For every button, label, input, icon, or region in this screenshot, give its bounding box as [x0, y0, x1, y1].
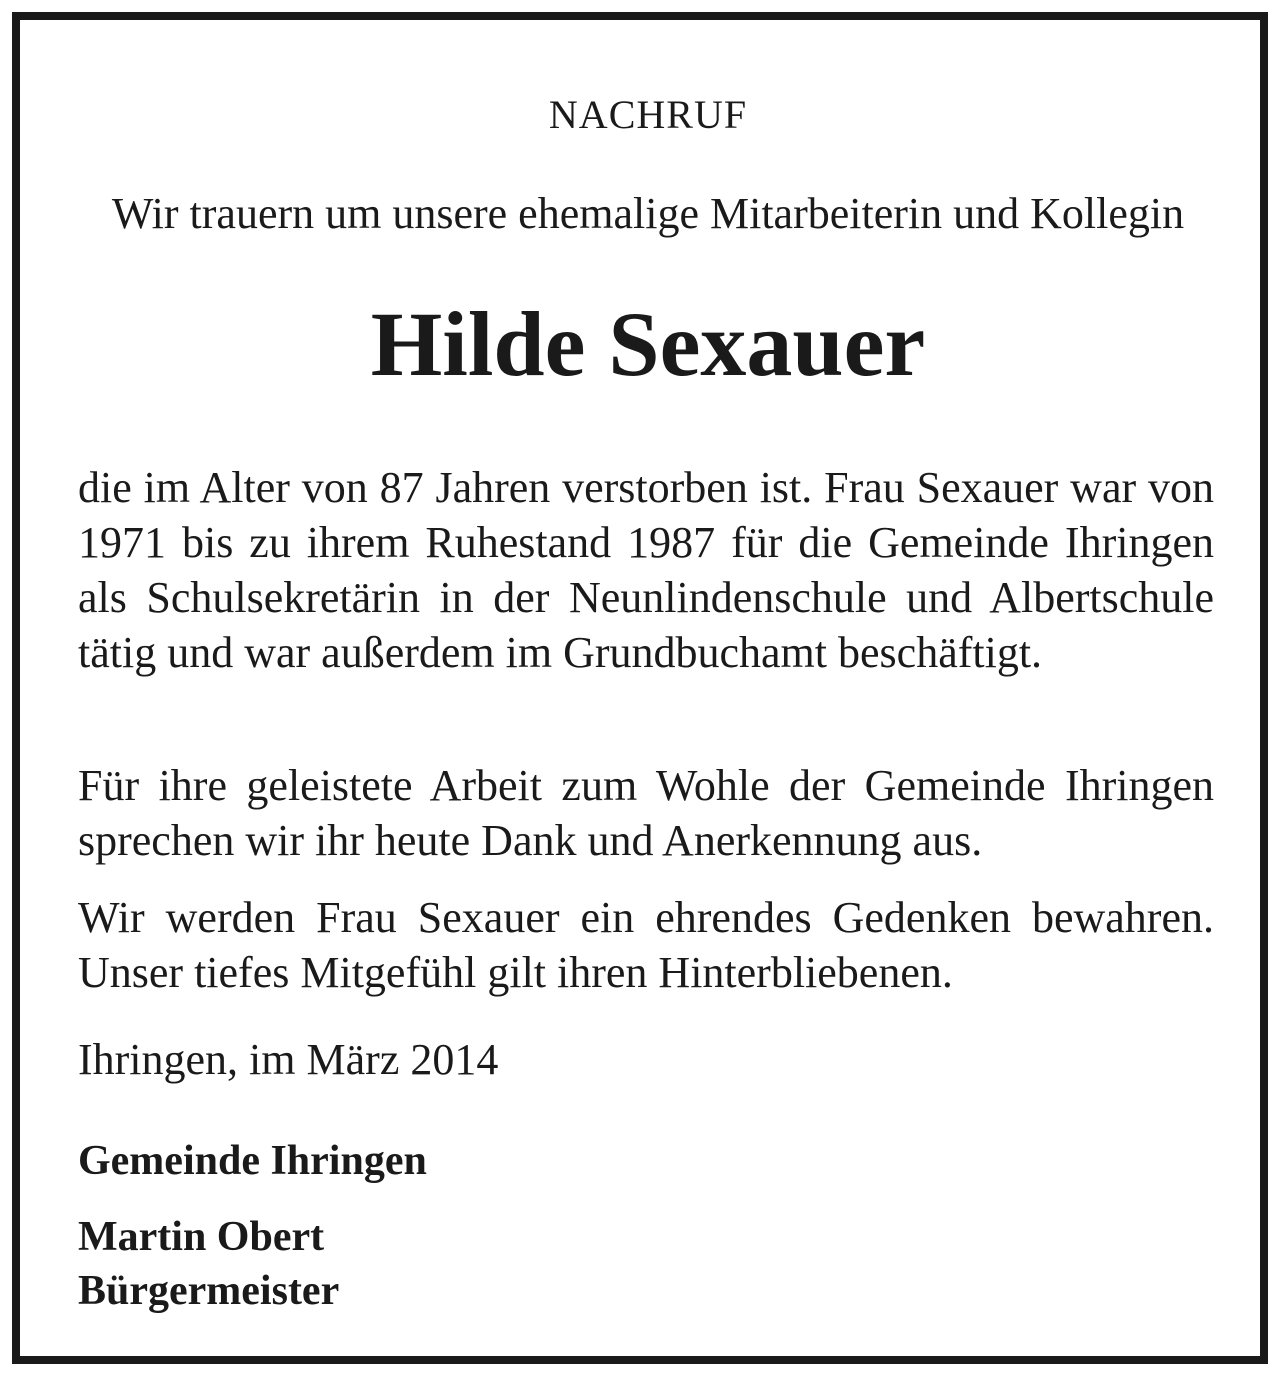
biography-paragraph: die im Alter von 87 Jahren verstorben ist. Frau Sexauer war von 1971 bis zu ihrem Ruhestand 1987 für die Gemeinde Ihringen als Schulsekretärin in der Neunlindenschule und Albertschule tätig und war außerdem im Grundbuchamt beschäftigt.: [78, 463, 1214, 677]
gratitude-paragraph: Für ihre geleistete Arbeit zum Wohle der Gemeinde Ihringen sprechen wir ihr heute Dank und Anerkennung aus.: [78, 761, 1214, 865]
signature-organization: Gemeinde Ihringen: [78, 1138, 427, 1184]
signature-title: Bürgermeister: [78, 1268, 340, 1314]
condolence-paragraph: Wir werden Frau Sexauer ein ehrendes Gedenken bewahren. Unser tiefes Mitgefühl gilt ihren Hinterbliebenen.: [78, 893, 1214, 997]
signature-person: Martin Obert: [78, 1214, 325, 1260]
deceased-name: Hilde Sexauer: [370, 293, 926, 395]
place-date: Ihringen, im März 2014: [78, 1035, 499, 1084]
notice-heading: NACHRUF: [548, 92, 748, 137]
obituary-frame: [12, 12, 1268, 1364]
intro-line: Wir trauern um unsere ehemalige Mitarbeiterin und Kollegin: [111, 189, 1185, 238]
